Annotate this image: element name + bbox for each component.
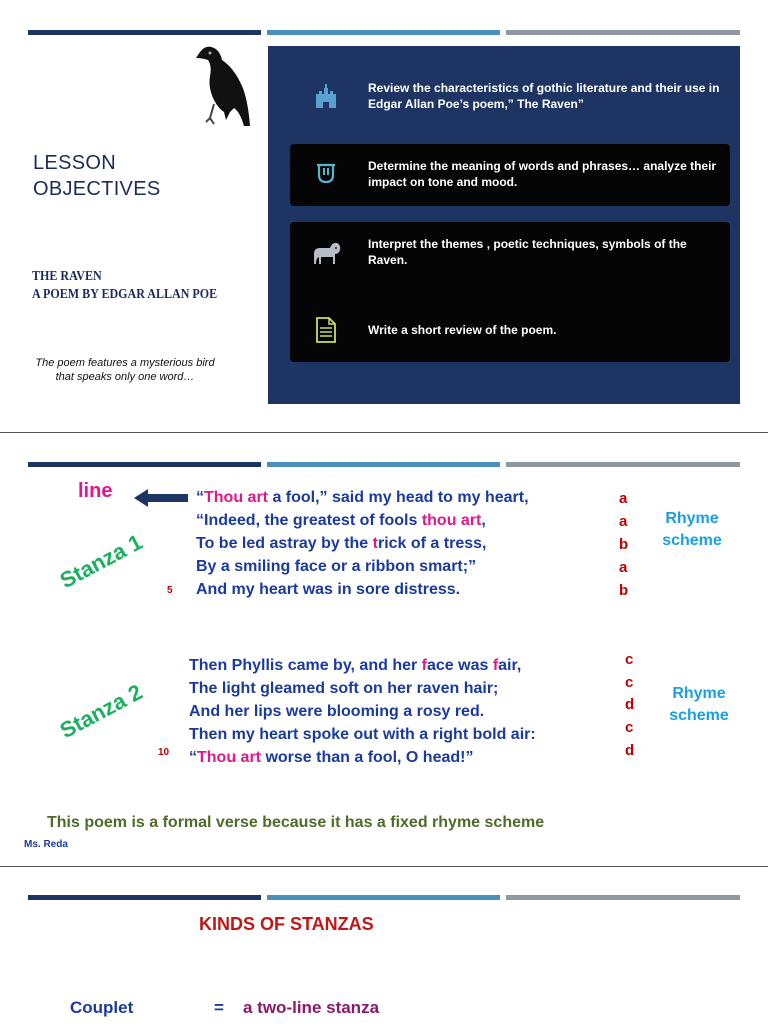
poem-subtitle-line-2: A POEM BY EDGAR ALLAN POE	[32, 287, 218, 302]
rhyme-letter: c	[625, 719, 634, 736]
raven-image	[190, 42, 254, 130]
rhyme-letter: a	[619, 559, 628, 576]
highlighted-text: Thou art	[197, 749, 261, 766]
slide-separator-1	[0, 432, 768, 433]
poem-text: a fool,” said my head to my heart,	[268, 489, 529, 506]
lesson-title	[33, 150, 160, 202]
title-bar-gray	[506, 30, 740, 35]
objective-text-3: Interpret the themes , poetic techniques, symbols of the Raven.	[368, 237, 687, 267]
title-bar-gray-3	[506, 895, 740, 900]
poem-line	[189, 726, 536, 744]
author-credit: Ms. Reda	[24, 839, 68, 850]
poem-line	[196, 489, 529, 507]
poem-line	[189, 703, 484, 721]
slide-separator-2	[0, 866, 768, 867]
poem-text: “Indeed, the greatest of fools	[196, 512, 422, 529]
title-bar-teal-2	[267, 462, 500, 467]
objective-text-4: Write a short review of the poem.	[368, 323, 557, 337]
objective-text-1: Review the characteristics of gothic literature and their use in Edgar Allan Poe’s poem,” The Raven”	[368, 81, 720, 111]
objective-text-2: Determine the meaning of words and phrases… analyze their impact on tone and mood.	[368, 159, 717, 189]
poem-text: “	[189, 749, 197, 766]
rhyme-scheme-label-2	[659, 683, 739, 727]
document-icon	[312, 316, 340, 344]
poem-text: ,	[481, 512, 486, 529]
poem-note	[10, 356, 240, 384]
poem-line	[196, 512, 486, 530]
poem-line	[189, 749, 473, 767]
arrow-left-icon	[134, 488, 190, 508]
stanza-1-label: Stanza 1	[55, 529, 147, 594]
book-icon	[312, 160, 340, 188]
title-bar-navy	[28, 30, 261, 35]
rhyme-letter: b	[619, 536, 629, 553]
line-number-10: 10	[158, 747, 170, 758]
rhyme-scheme-word-1: Rhyme	[672, 685, 726, 702]
title-bar-gray-2	[506, 462, 740, 467]
highlighted-text: Thou art	[204, 489, 268, 506]
rhyme-letter: b	[619, 582, 629, 599]
couplet-term: Couplet	[70, 998, 134, 1017]
rhyme-letter: c	[625, 651, 634, 668]
objectives-panel	[268, 46, 740, 404]
rhyme-scheme-label-1	[652, 508, 732, 552]
poem-note-line-1: The poem features a mysterious bird	[35, 357, 215, 369]
poem-text: Then Phyllis came by, and her	[189, 657, 422, 674]
kinds-of-stanzas-heading: KINDS OF STANZAS	[199, 914, 374, 934]
rhyme-letter: c	[625, 674, 634, 691]
poem-line	[196, 558, 476, 576]
highlighted-text: t	[372, 535, 378, 552]
poem-subtitle-line-1: THE RAVEN	[32, 269, 102, 284]
poem-text: The light gleamed soft on her raven hair;	[189, 680, 499, 697]
poem-text: And her lips were blooming a rosy red.	[189, 703, 485, 720]
title-bar-navy-3	[28, 895, 261, 900]
formal-verse-note: This poem is a formal verse because it has a fixed rhyme scheme	[47, 814, 545, 831]
lesson-title-line-2: OBJECTIVES	[33, 178, 161, 200]
poem-line	[189, 657, 521, 675]
line-number-5: 5	[167, 585, 173, 596]
lesson-title-line-1: LESSON	[33, 152, 116, 174]
highlighted-text: f	[421, 657, 427, 674]
poem-text: To be led astray by the	[196, 535, 373, 552]
lion-icon	[312, 240, 340, 268]
line-label: line	[78, 480, 113, 502]
poem-text: Then my heart spoke out with a right bold air:	[189, 726, 536, 743]
poem-line	[196, 581, 460, 599]
poem-text: air,	[498, 657, 522, 674]
rhyme-letter: d	[625, 696, 635, 713]
title-bar-teal	[267, 30, 500, 35]
equals-sign: =	[214, 998, 224, 1017]
couplet-definition: a two-line stanza	[243, 998, 380, 1017]
poem-text: worse than a fool, O head!”	[261, 749, 474, 766]
highlighted-text: f	[492, 657, 499, 674]
rhyme-scheme-word-2: scheme	[669, 707, 729, 724]
poem-text: ace was	[427, 657, 493, 674]
rhyme-letter: a	[619, 513, 628, 530]
rhyme-letter: a	[619, 490, 628, 507]
poem-subtitle	[32, 268, 217, 304]
rhyme-scheme-word-1: Rhyme	[665, 510, 719, 527]
poem-note-line-2: that speaks only one word…	[55, 371, 195, 383]
poem-text: By a smiling face or a ribbon smart;”	[196, 558, 477, 575]
poem-text: And my heart was in sore distress.	[196, 581, 461, 598]
stanza-2-label: Stanza 2	[55, 679, 147, 744]
poem-text: “	[196, 489, 204, 506]
poem-line	[196, 535, 486, 553]
title-bar-navy-2	[28, 462, 261, 467]
highlighted-text: thou art	[421, 512, 482, 529]
poem-text: rick of a tress,	[377, 535, 487, 552]
title-bar-teal-3	[267, 895, 500, 900]
rhyme-letter: d	[625, 742, 635, 759]
castle-icon	[312, 82, 340, 110]
poem-line	[189, 680, 498, 698]
rhyme-scheme-word-2: scheme	[662, 532, 722, 549]
